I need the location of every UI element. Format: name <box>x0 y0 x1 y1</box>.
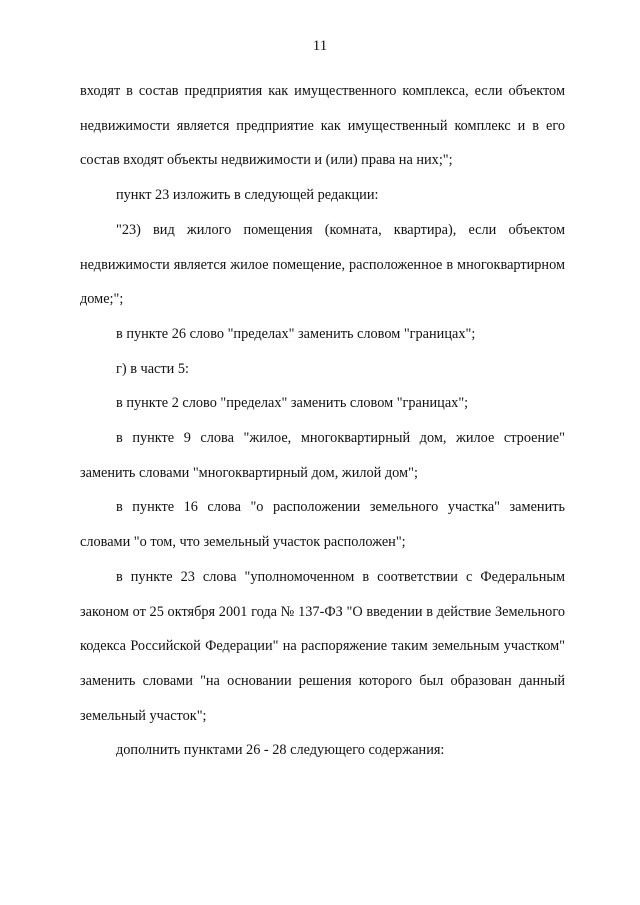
paragraph-item-2: в пункте 2 слово "пределах" заменить словом "границах"; <box>116 395 469 412</box>
paragraph-item-23-amend: в пункте 23 слова "уполномоченном в соответствии с Федеральным законом от 25 октября 2001 года № 137-ФЗ "О введении в действие Земельного кодекса Российской Федерации" на распоряжение таким земельным участком" заменить словами "на основании решения которого был образован данный земельный участок"; <box>80 568 565 724</box>
paragraph-item-26: в пункте 26 слово "пределах" заменить словом "границах"; <box>116 325 476 342</box>
paragraph-item-23-intro: пункт 23 изложить в следующей редакции: <box>116 187 379 204</box>
paragraph-item-23-text: "23) вид жилого помещения (комната, квартира), если объектом недвижимости является жилое помещение, расположенное в многоквартирном доме;"; <box>80 221 565 308</box>
paragraph-continuation: входят в состав предприятия как имущественного комплекса, если объектом недвижимости является предприятие как имущественный комплекс и в его состав входят объекты недвижимости и (или) права на них;"; <box>80 83 565 169</box>
paragraph-item-9: в пункте 9 слова "жилое, многоквартирный дом, жилое строение" заменить словами "многоквартирный дом, жилой дом"; <box>80 430 565 481</box>
document-body <box>80 74 565 768</box>
page-number: 11 <box>312 38 328 54</box>
paragraph-item-16: в пункте 16 слова "о расположении земельного участка" заменить словами "о том, что земельный участок расположен"; <box>80 499 565 551</box>
paragraph-add-items: дополнить пунктами 26 - 28 следующего содержания: <box>116 742 445 759</box>
paragraph-part-5: г) в части 5: <box>116 360 189 377</box>
